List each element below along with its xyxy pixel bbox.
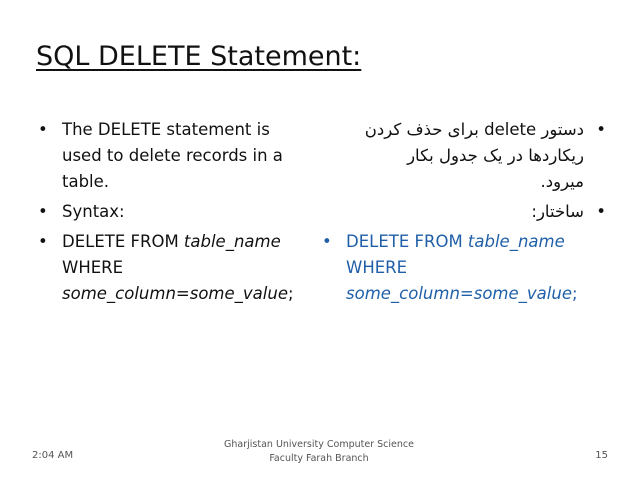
- bullet-icon: •: [322, 232, 332, 251]
- left-code-line2: WHERE: [62, 258, 124, 277]
- bullet-icon: •: [38, 202, 48, 221]
- bullet-icon: •: [596, 120, 606, 139]
- left-bullet-code: [38, 229, 328, 307]
- left-code-line1: [62, 229, 328, 255]
- right-column: [322, 117, 606, 307]
- code-condition: some_column=some_value: [62, 284, 288, 303]
- right-code-line2: WHERE: [346, 258, 408, 277]
- left-bullet-description: [38, 117, 328, 195]
- code-keyword: DELETE FROM: [346, 232, 468, 251]
- code-semicolon: ;: [571, 284, 578, 303]
- left-code-line3: [62, 281, 328, 307]
- code-condition: some_column=some_value: [346, 284, 572, 303]
- footer-institution-line2: Faculty Farah Branch: [269, 453, 369, 464]
- right-bullet-code: [322, 229, 606, 307]
- right-item1-line2: ریکاردها در یک جدول بکار: [407, 146, 584, 165]
- footer-page-number: 15: [595, 450, 608, 461]
- right-bullet-syntax: [322, 199, 606, 225]
- footer-time: 2:04 AM: [32, 450, 74, 461]
- footer-institution-line1: Gharjistan University Computer Science: [224, 439, 414, 450]
- right-code-line3: [346, 281, 606, 307]
- right-bullet-description: [322, 117, 606, 195]
- left-column: [38, 117, 328, 307]
- code-table-name: table_name: [183, 232, 281, 251]
- footer-institution: [219, 438, 419, 466]
- left-item1-line3: table.: [62, 172, 110, 191]
- right-code-line1: [346, 229, 606, 255]
- left-item1-line2: used to delete records in a: [62, 146, 283, 165]
- left-bullet-syntax: [38, 199, 328, 225]
- code-table-name: table_name: [467, 232, 565, 251]
- right-item1-line3: میرود.: [540, 172, 584, 191]
- left-item2-text: Syntax:: [62, 202, 125, 221]
- bullet-icon: •: [38, 232, 48, 251]
- bullet-icon: •: [596, 202, 606, 221]
- right-item2-text: ساختار:: [531, 202, 584, 221]
- code-keyword: DELETE FROM: [62, 232, 184, 251]
- code-semicolon: ;: [287, 284, 294, 303]
- bullet-icon: •: [38, 120, 48, 139]
- left-item1-line1: The DELETE statement is: [62, 120, 270, 139]
- slide-title: SQL DELETE Statement:: [36, 41, 362, 72]
- right-item1-line1: دستور delete برای حذف کردن: [364, 120, 584, 139]
